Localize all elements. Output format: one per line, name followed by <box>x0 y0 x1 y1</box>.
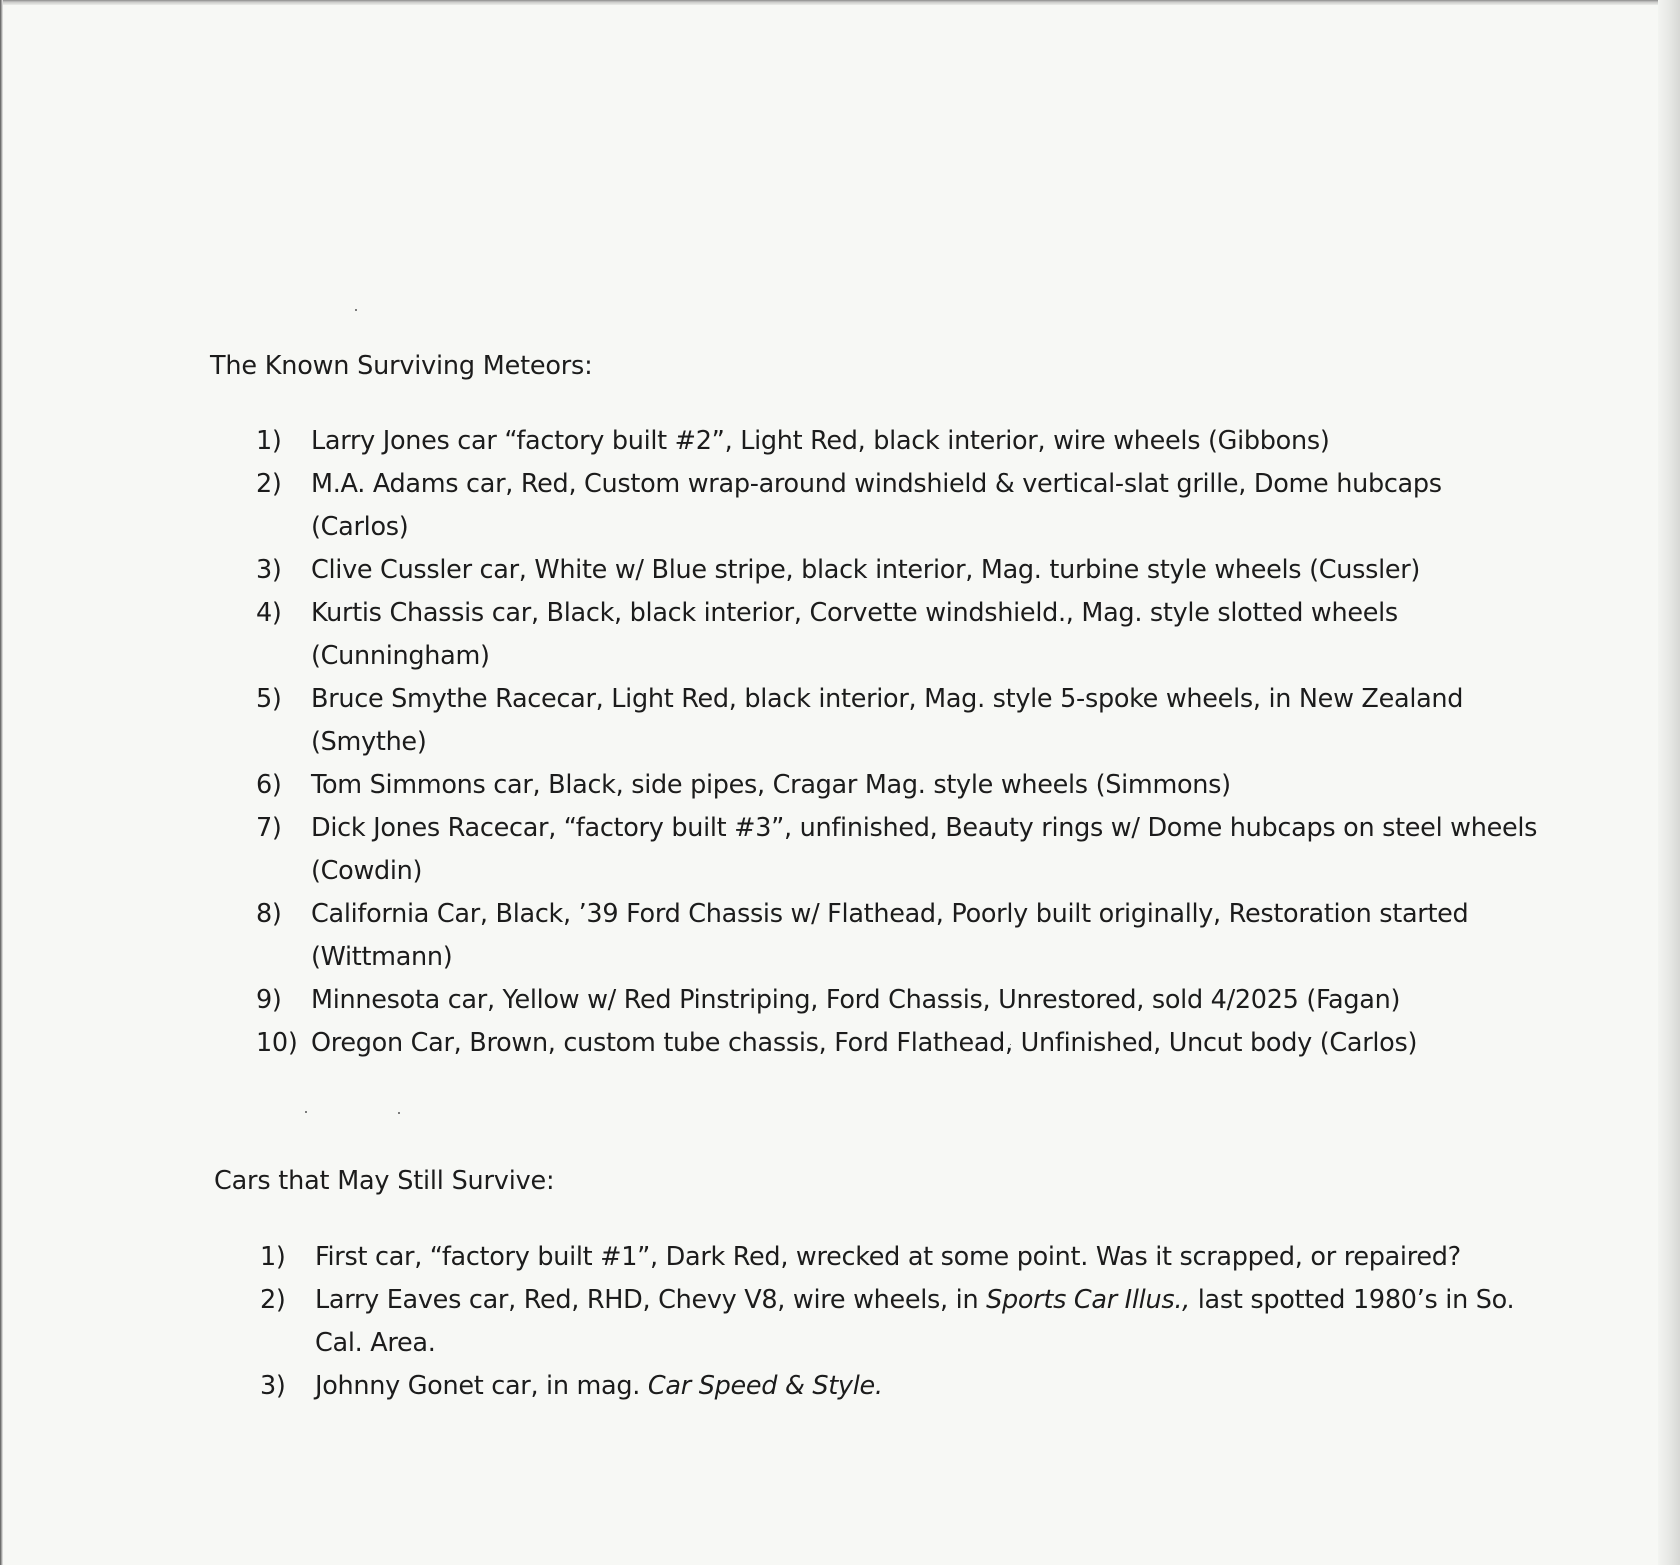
known-surviving-heading: The Known Surviving Meteors: <box>210 351 593 381</box>
item-number: 8) <box>256 899 282 929</box>
list-item <box>260 1236 1550 1279</box>
may-still-survive-list <box>260 1236 1550 1408</box>
item-number: 2) <box>260 1285 286 1315</box>
item-number: 1) <box>256 426 282 456</box>
item-text: M.A. Adams car, Red, Custom wrap-around windshield & vertical-slat grille, Dome hubcaps (Carlos) <box>311 469 1442 542</box>
item-text <box>315 1285 1514 1358</box>
list-item <box>256 678 1546 764</box>
item-text: Clive Cussler car, White w/ Blue stripe, black interior, Mag. turbine style wheels (Cussler) <box>311 555 1421 585</box>
scan-edge-top <box>0 0 1680 5</box>
publication-title: Car Speed & Style. <box>647 1371 883 1401</box>
item-text <box>315 1371 883 1401</box>
item-text: Minnesota car, Yellow w/ Red Pinstriping, Ford Chassis, Unrestored, sold 4/2025 (Fagan) <box>311 985 1401 1015</box>
item-text: Bruce Smythe Racecar, Light Red, black interior, Mag. style 5-spoke wheels, in New Zealand (Smythe) <box>311 684 1464 757</box>
item-text-before: Larry Eaves car, Red, RHD, Chevy V8, wire wheels, in <box>315 1285 987 1315</box>
list-item <box>256 807 1546 893</box>
item-text: Kurtis Chassis car, Black, black interior, Corvette windshield., Mag. style slotted wheels (Cunningham) <box>311 598 1398 671</box>
item-text: First car, “factory built #1”, Dark Red, wrecked at some point. Was it scrapped, or repaired? <box>315 1242 1461 1272</box>
scan-edge-right <box>1658 0 1680 1565</box>
list-item <box>256 463 1546 549</box>
list-item <box>256 764 1546 807</box>
item-number: 5) <box>256 684 282 714</box>
scan-edge-left <box>0 0 3 1565</box>
list-item <box>256 592 1546 678</box>
list-item <box>256 549 1546 592</box>
item-text-before: Johnny Gonet car, in mag. <box>315 1371 648 1401</box>
item-number: 3) <box>260 1371 286 1401</box>
may-still-survive-heading: Cars that May Still Survive: <box>214 1166 555 1196</box>
item-number: 3) <box>256 555 282 585</box>
item-number: 6) <box>256 770 282 800</box>
item-number: 9) <box>256 985 282 1015</box>
list-item <box>256 420 1546 463</box>
item-number: 4) <box>256 598 282 628</box>
known-surviving-list <box>256 420 1546 1065</box>
publication-title: Sports Car Illus., <box>986 1285 1190 1315</box>
item-number: 2) <box>256 469 282 499</box>
item-text-after: last spotted 1980’s in So. Cal. Area. <box>315 1285 1515 1358</box>
list-item <box>256 893 1546 979</box>
list-item <box>260 1365 1550 1408</box>
list-item <box>260 1279 1550 1365</box>
item-text: Dick Jones Racecar, “factory built #3”, unfinished, Beauty rings w/ Dome hubcaps on steel wheels (Cowdin) <box>311 813 1538 886</box>
list-item <box>256 1022 1546 1065</box>
item-number: 7) <box>256 813 282 843</box>
item-text: California Car, Black, ’39 Ford Chassis w/ Flathead, Poorly built originally, Restoration started (Wittmann) <box>311 899 1469 972</box>
scan-speck <box>398 1112 400 1114</box>
item-text: Oregon Car, Brown, custom tube chassis, Ford Flathead, Unfinished, Uncut body (Carlos) <box>311 1028 1418 1058</box>
item-number: 10) <box>256 1028 298 1058</box>
scan-speck <box>305 1111 307 1113</box>
scan-speck <box>355 309 357 311</box>
list-item <box>256 979 1546 1022</box>
item-number: 1) <box>260 1242 286 1272</box>
item-text: Tom Simmons car, Black, side pipes, Cragar Mag. style wheels (Simmons) <box>311 770 1231 800</box>
item-text: Larry Jones car “factory built #2”, Light Red, black interior, wire wheels (Gibbons) <box>311 426 1330 456</box>
